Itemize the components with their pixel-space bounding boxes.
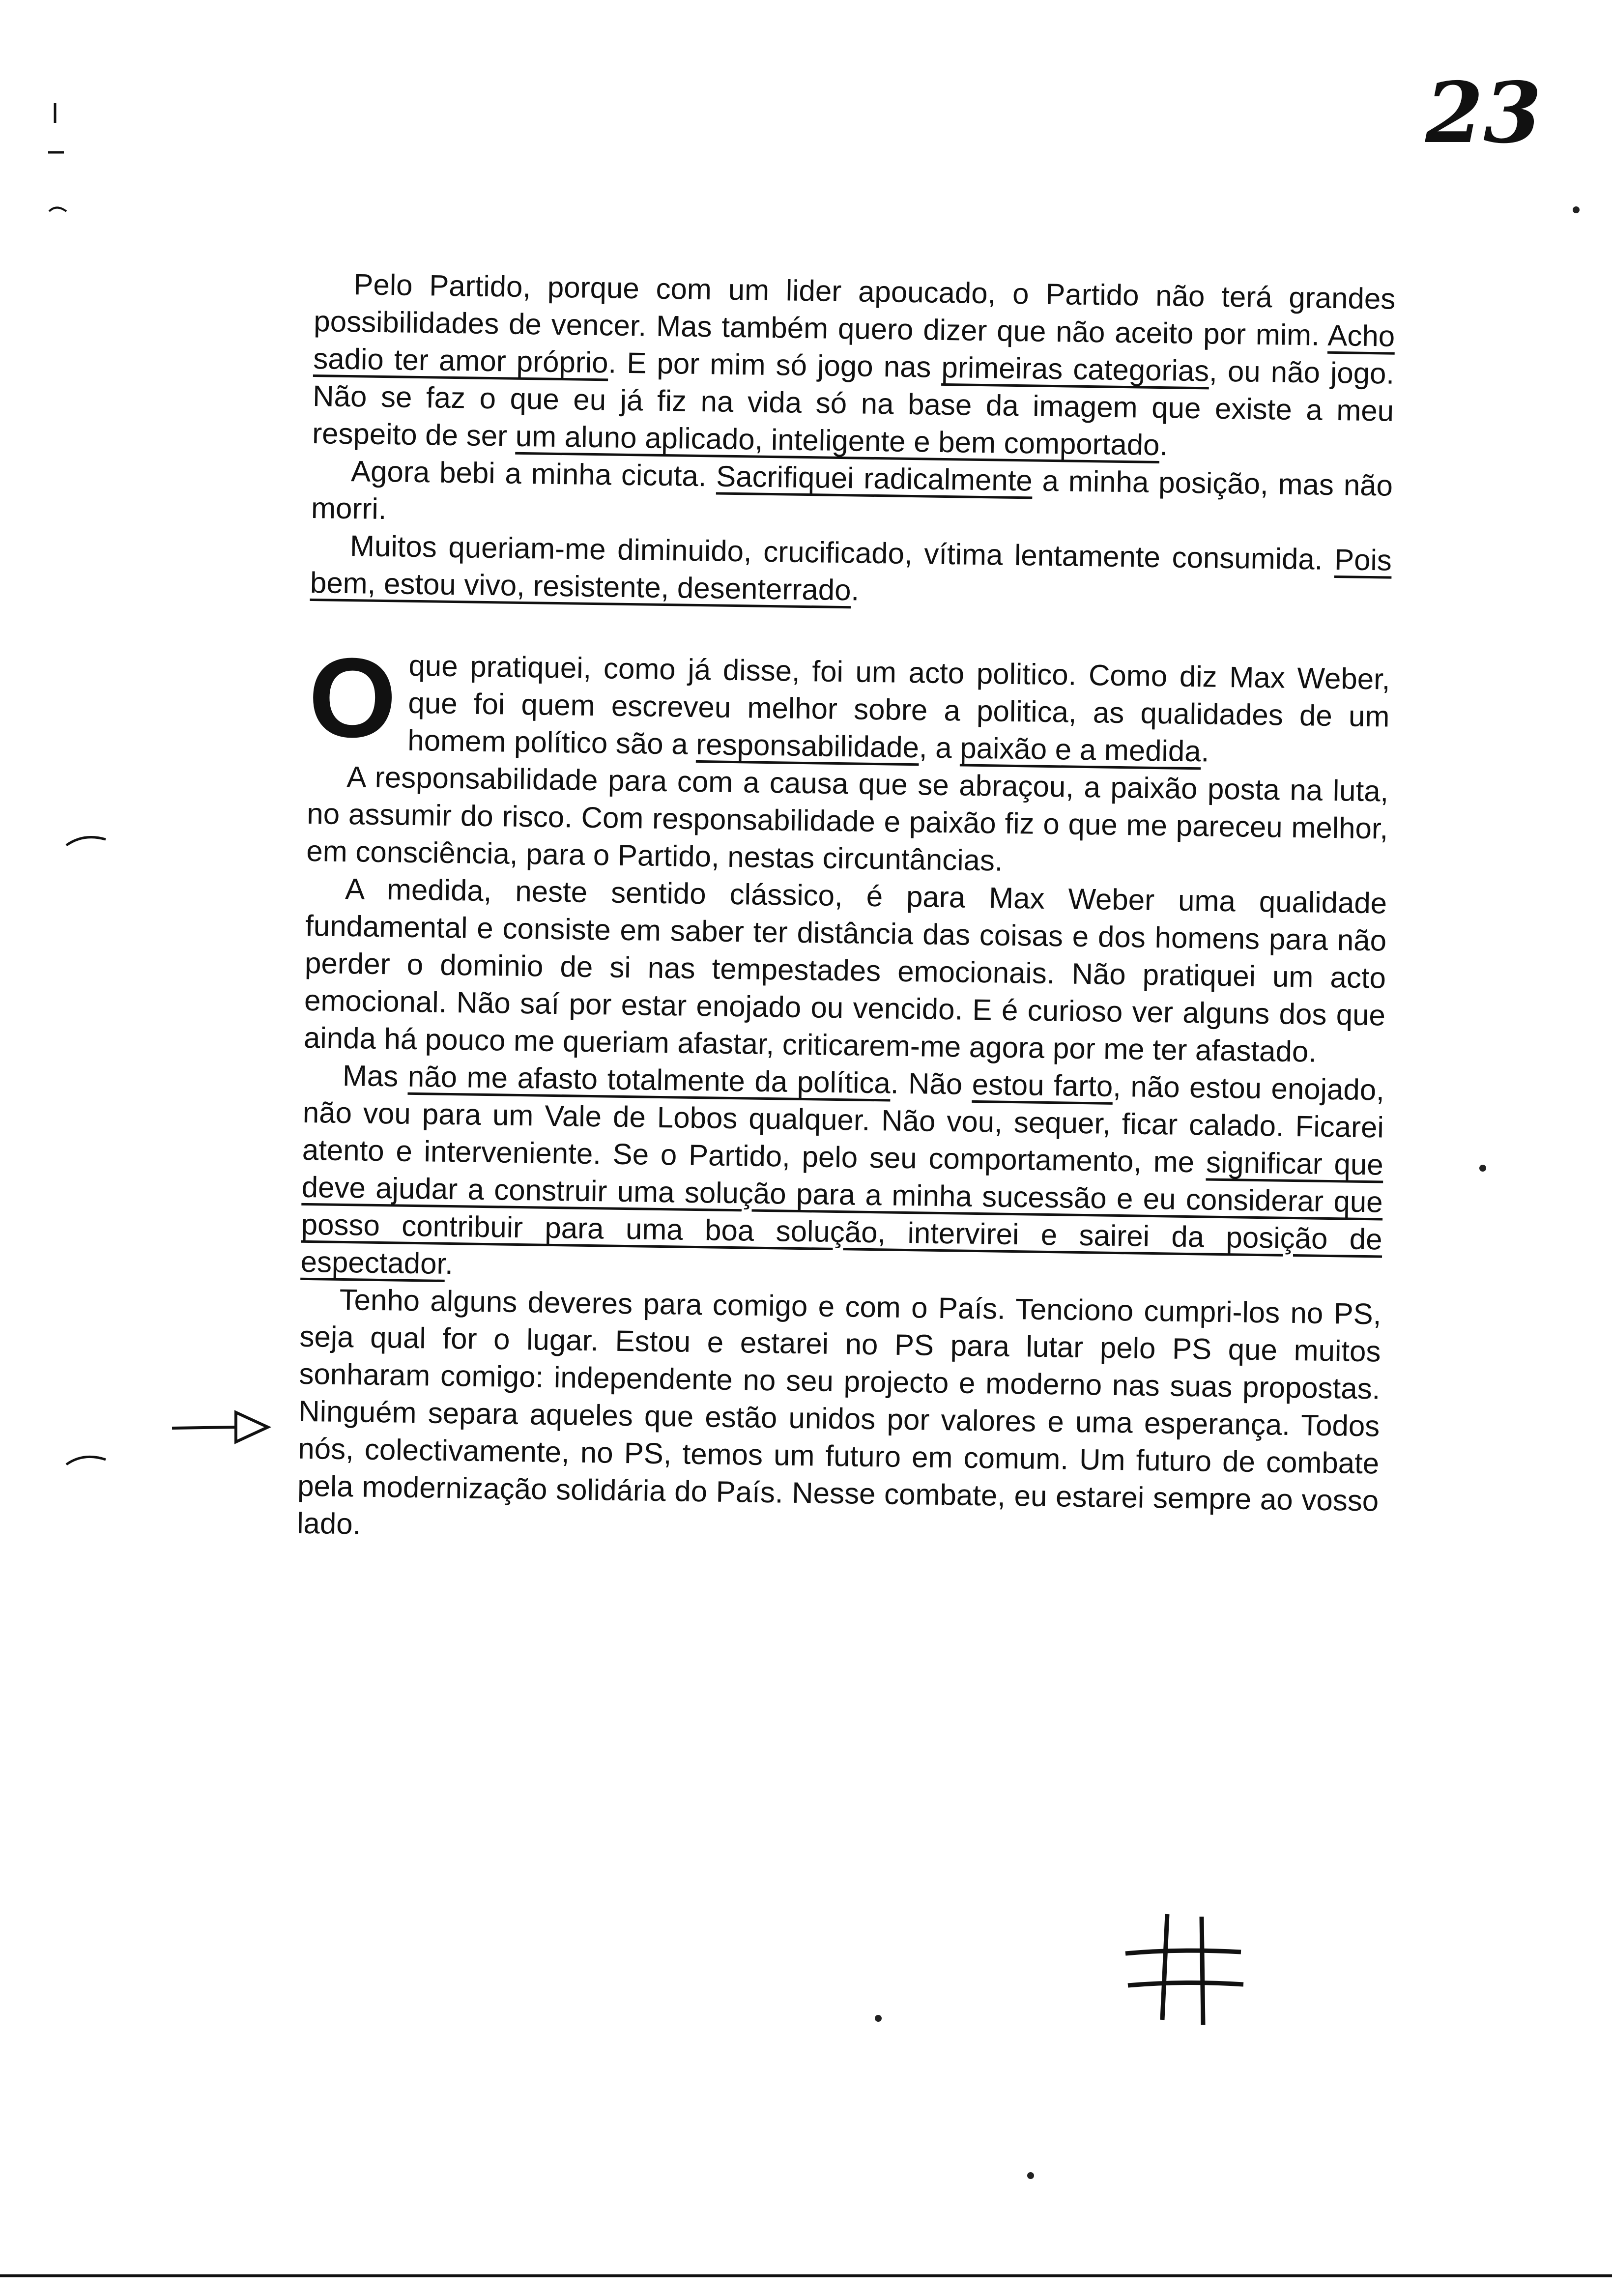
speck <box>1479 1165 1486 1172</box>
speck <box>875 2015 882 2022</box>
paragraph <box>307 633 1390 773</box>
text-segment: Muitos queriam-me diminuido, crucificado, vítima lentamente consumida. <box>349 529 1335 576</box>
underlined-text: primeiras categorias <box>941 350 1209 388</box>
text-segment: . <box>1159 429 1168 462</box>
underlined-text: não me afasto totalmente da política <box>407 1060 891 1100</box>
text-segment: . <box>1201 735 1209 768</box>
hash-mark-icon <box>1121 1907 1248 2035</box>
text-segment: A responsabilidade para com a causa que se abraçou, a paixão posta na luta, no assumir do risco. Com responsabilidade e paixão fiz o que me pareceu melhor, em consciência, para o Partido, nestas circuntâncias. <box>306 760 1389 877</box>
page-number: 23 <box>1425 64 1542 162</box>
document-body <box>297 265 1396 1557</box>
text-segment: , a <box>919 731 960 765</box>
paragraph <box>300 1057 1384 1296</box>
speck <box>1573 206 1580 213</box>
paragraph <box>304 870 1387 1072</box>
underlined-text: Pois bem, estou vivo, resistente, desenterrado <box>310 543 1392 607</box>
drop-cap: O <box>307 633 398 762</box>
text-segment: . E por mim só jogo nas <box>608 346 942 384</box>
underlined-text: Sacrifiquei radicalmente <box>716 459 1033 497</box>
text-segment: . Não <box>890 1066 973 1101</box>
underlined-text: significar que deve ajudar a construir uma solução para a minha sucessão e eu considerar que posso contribuir para uma boa solução, intervirei e sairei da posição de espectador <box>300 1146 1384 1280</box>
margin-mark-icon <box>44 98 74 226</box>
paragraph <box>311 452 1393 542</box>
text-segment: Mas <box>342 1059 408 1093</box>
paragraph <box>310 527 1392 617</box>
text-segment: . <box>851 574 860 607</box>
arrow-right-icon <box>167 1406 280 1450</box>
text-segment: a minha posição, mas não morri. <box>311 464 1393 526</box>
margin-mark-icon <box>64 831 108 850</box>
text-segment: , ou não jogo. Não se faz o que eu já fiz na vida só na base da imagem que existe a meu respeito de ser <box>312 354 1395 453</box>
underlined-text: um aluno aplicado, inteligente e bem comportado <box>515 419 1160 462</box>
speck <box>1027 2172 1034 2179</box>
text-segment: , não estou enojado, não vou para um Vale de Lobos qualquer. Não vou, sequer, ficar calado. Ficarei atento e interveniente. Se o Partido, pelo seu comportamento, me <box>302 1069 1385 1179</box>
paragraph <box>312 265 1396 467</box>
text-segment: A medida, neste sentido clássico, é para Max Weber uma qualidade fundamental e consiste em saber ter distância das coisas e dos homens para não perder o dominio de si nas tempestades emocionais. Não pratiquei um acto emocional. Não saí por estar enojado ou vencido. E é curioso ver alguns dos que ainda há pouco me queriam afastar, criticarem-me agora por me ter afastado. <box>303 872 1387 1068</box>
text-segment: . <box>444 1247 454 1281</box>
underlined-text: paixão e a medida <box>959 731 1202 768</box>
margin-mark-icon <box>64 1450 108 1469</box>
text-segment: Pelo Partido, porque com um lider apoucado, o Partido não terá grandes possibilidades de vencer. Mas também quero dizer que não aceito por mim. <box>313 268 1396 352</box>
text-segment: que pratiquei, como já disse, foi um acto politico. Como diz Max Weber, que foi quem escreveu melhor sobre a politica, as qualidades de um homem político são a <box>407 649 1390 761</box>
paragraph <box>306 758 1389 885</box>
paragraph <box>297 1281 1382 1557</box>
text-segment: Agora bebi a minha cicuta. <box>350 455 717 493</box>
text-segment: Tenho alguns deveres para comigo e com o País. Tenciono cumpri-los no PS, seja qual for o lugar. Estou e estarei no PS para lutar pelo PS que muitos sonharam comigo: independente no seu projecto e moderno nas suas propostas. Ninguém separa aqueles que estão unidos por valores e uma esperança. Todos nós, colectivamente, no PS, temos um futuro em comum. Um futuro de combate pela modernização solidária do País. Nesse combate, eu estarei sempre ao vosso lado. <box>296 1283 1382 1541</box>
bottom-rule <box>0 2274 1612 2277</box>
underlined-text: responsabilidade <box>695 727 920 764</box>
underlined-text: Acho sadio ter amor próprio <box>313 318 1395 379</box>
underlined-text: estou farto <box>972 1067 1113 1103</box>
